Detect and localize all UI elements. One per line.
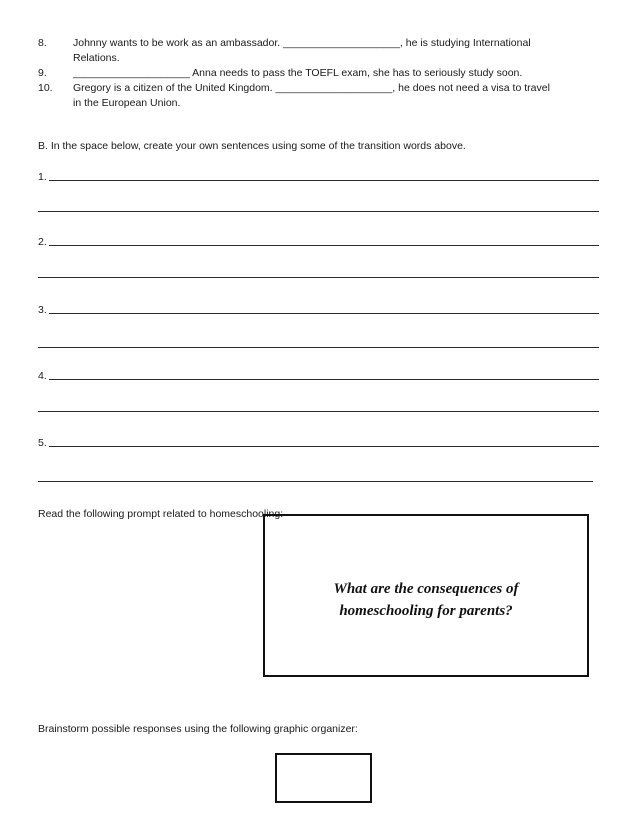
sentence-4-line-1[interactable] <box>49 379 599 380</box>
sentence-3-line-2[interactable] <box>38 347 599 348</box>
item-9-number: 9. <box>38 67 47 79</box>
sentence-1-number: 1. <box>38 171 47 183</box>
item-10-number: 10. <box>38 82 53 94</box>
sentence-2-number: 2. <box>38 236 47 248</box>
sentence-1-line-2[interactable] <box>38 211 599 212</box>
sentence-4-number: 4. <box>38 370 47 382</box>
sentence-3-line-1[interactable] <box>49 313 599 314</box>
organizer-instruction: Brainstorm possible responses using the following graphic organizer: <box>38 723 358 735</box>
prompt-intro: Read the following prompt related to homeschooling: <box>38 508 284 520</box>
sentence-5-number: 5. <box>38 437 47 449</box>
item-8-number: 8. <box>38 37 47 49</box>
sentence-4-line-2[interactable] <box>38 411 599 412</box>
prompt-box <box>263 514 589 677</box>
sentence-1-line-1[interactable] <box>49 180 599 181</box>
sentence-5-line-2[interactable] <box>38 481 593 482</box>
sentence-2-line-1[interactable] <box>49 245 599 246</box>
sentence-2-line-2[interactable] <box>38 277 599 278</box>
section-b-instruction: B. In the space below, create your own sentences using some of the transition words above. <box>38 140 466 152</box>
item-10-text-cont: in the European Union. <box>73 97 181 109</box>
prompt-question: What are the consequences of homeschooling for parents? <box>333 581 519 619</box>
sentence-5-line-1[interactable] <box>49 446 599 447</box>
sentence-3-number: 3. <box>38 304 47 316</box>
item-8-text-cont: Relations. <box>73 52 120 64</box>
graphic-organizer-box[interactable] <box>275 753 372 803</box>
item-10-text: Gregory is a citizen of the United Kingdom. ____________________, he does not need a visa to travel <box>73 82 550 94</box>
item-8-text: Johnny wants to be work as an ambassador. ____________________, he is studying International <box>73 37 531 49</box>
item-9-text: ____________________ Anna needs to pass the TOEFL exam, she has to seriously study soon. <box>73 67 523 79</box>
